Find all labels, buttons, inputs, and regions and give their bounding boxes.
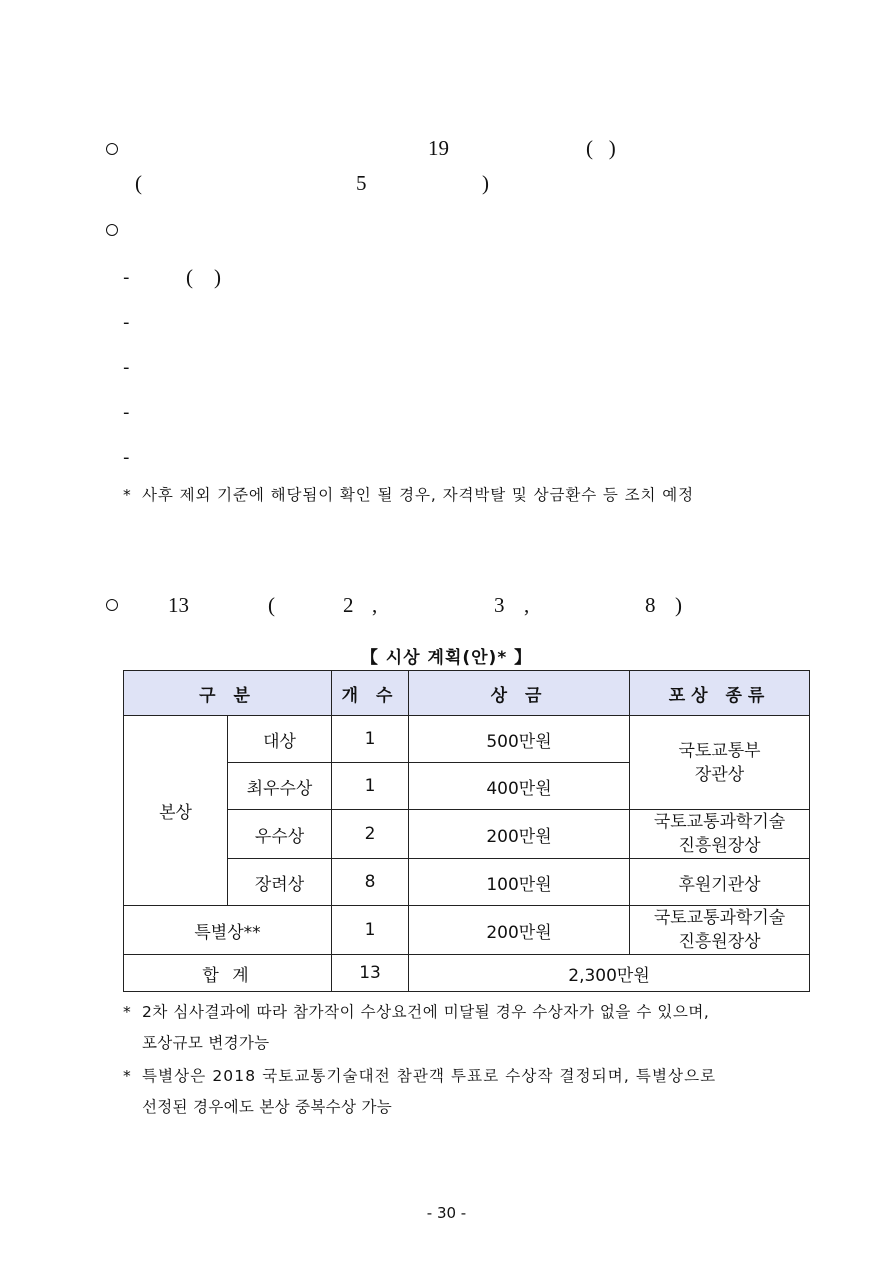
total-count: 13 <box>332 955 409 992</box>
table-row <box>124 716 810 763</box>
section3-comma2: , <box>524 593 530 617</box>
note-mark: * <box>123 1067 132 1085</box>
dash-bullet: - <box>123 312 130 333</box>
section3-comma1: , <box>372 593 378 617</box>
award-type-institute <box>630 810 810 859</box>
row-name: 우수상 <box>228 810 332 859</box>
dash-bullet: - <box>123 357 130 378</box>
award-type-line: 국토교통과학기술 <box>653 908 786 928</box>
table-header-row <box>124 671 810 716</box>
row-name: 대상 <box>228 716 332 763</box>
section1-number: 19 <box>428 136 449 160</box>
award-type-line: 진흥원장상 <box>678 836 761 856</box>
section2-paren: ( ) <box>186 265 221 289</box>
row-count: 8 <box>332 859 409 906</box>
footnote-mark: * <box>123 486 132 504</box>
section1-line2-open: ( <box>135 171 142 195</box>
page-number: - 30 - <box>426 1204 467 1222</box>
dash-bullet: - <box>123 267 130 288</box>
section3-count: 13 <box>168 593 189 617</box>
award-plan-table <box>123 670 810 992</box>
section1-line2-close: ) <box>482 171 489 195</box>
award-type-line: 장관상 <box>694 764 745 785</box>
row-count: 1 <box>332 906 409 955</box>
table-row-special <box>124 906 810 955</box>
circle-bullet-icon <box>106 224 118 236</box>
header-category: 구 분 <box>124 671 332 716</box>
total-label: 합 계 <box>124 955 332 992</box>
row-name: 특별상** <box>124 906 332 955</box>
circle-bullet-icon <box>106 599 118 611</box>
footnote-text: 사후 제외 기준에 해당됨이 확인 될 경우, 자격박탈 및 상금환수 등 조치 예정 <box>142 486 694 504</box>
row-name: 장려상 <box>228 859 332 906</box>
dash-bullet: - <box>123 402 130 423</box>
group-label-main-award: 본상 <box>124 716 228 906</box>
section1-paren: ( ) <box>586 136 616 160</box>
header-award-type: 포상 종류 <box>630 671 810 716</box>
section3-n3: 3 <box>494 593 505 617</box>
table-caption: 【 시상 계획(안)* 】 <box>360 648 533 668</box>
note-line: 2차 심사결과에 따라 참가작이 수상요건에 미달될 경우 수상자가 없을 수 있으며, <box>142 1003 710 1021</box>
award-type-minister <box>630 716 810 810</box>
section3-close: ) <box>675 593 682 617</box>
row-count: 2 <box>332 810 409 859</box>
row-prize: 400만원 <box>409 763 630 810</box>
row-name: 최우수상 <box>228 763 332 810</box>
award-type-line: 진흥원장상 <box>678 932 761 952</box>
total-prize: 2,300만원 <box>409 955 810 992</box>
row-count: 1 <box>332 763 409 810</box>
note-line: 포상규모 변경가능 <box>142 1034 270 1052</box>
award-type-line: 국토교통부 <box>678 740 761 761</box>
table-row-total <box>124 955 810 992</box>
circle-bullet-icon <box>106 143 118 155</box>
row-prize: 100만원 <box>409 859 630 906</box>
section1-line2-number: 5 <box>356 171 367 195</box>
note-line: 특별상은 2018 국토교통기술대전 참관객 투표로 수상작 결정되며, 특별상으로 <box>142 1067 717 1085</box>
section3-n8: 8 <box>645 593 656 617</box>
note-mark: * <box>123 1003 132 1021</box>
section3-open: ( <box>268 593 275 617</box>
header-count: 개 수 <box>332 671 409 716</box>
award-type-line: 국토교통과학기술 <box>653 812 786 832</box>
award-type-institute <box>630 906 810 955</box>
row-prize: 200만원 <box>409 906 630 955</box>
header-prize: 상 금 <box>409 671 630 716</box>
note-line: 선정된 경우에도 본상 중복수상 가능 <box>142 1098 393 1116</box>
row-prize: 500만원 <box>409 716 630 763</box>
row-count: 1 <box>332 716 409 763</box>
dash-bullet: - <box>123 447 130 468</box>
section3-n2: 2 <box>343 593 354 617</box>
row-prize: 200만원 <box>409 810 630 859</box>
award-type-sponsor: 후원기관상 <box>630 859 810 906</box>
